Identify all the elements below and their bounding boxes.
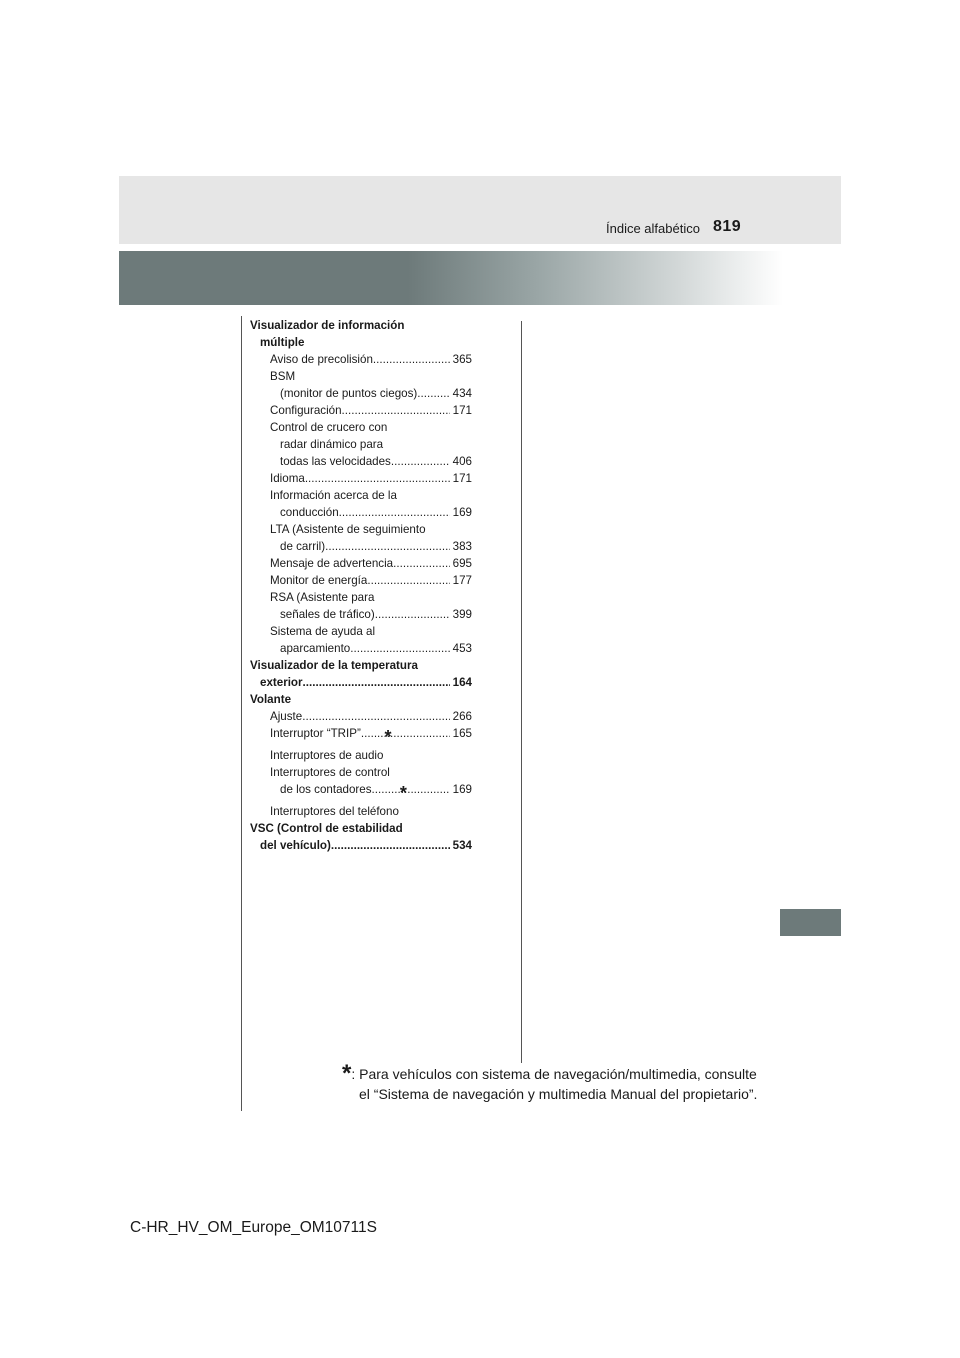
- index-page-number: 171: [452, 404, 472, 417]
- index-page-number: 165: [452, 727, 472, 740]
- index-entry: [250, 691, 472, 708]
- index-entry: [250, 504, 472, 521]
- leader-dots: [303, 674, 450, 691]
- leader-dots: [391, 453, 450, 470]
- index-page-number: 177: [452, 574, 472, 587]
- leader-dots: [331, 837, 450, 854]
- index-entry: [250, 674, 472, 691]
- index-entry-text: BSM: [270, 370, 296, 383]
- index-page-number: 169: [452, 783, 472, 796]
- index-entry-text: todas las velocidades: [280, 455, 391, 468]
- index-entry: [250, 623, 472, 640]
- index-entry-text: de los contadores: [280, 783, 372, 796]
- index-entry: [250, 351, 472, 368]
- index-entry-text: Aviso de precolisión: [270, 353, 373, 366]
- column-rule-middle: [521, 321, 522, 1063]
- index-entry-text: (monitor de puntos ciegos): [280, 387, 418, 400]
- asterisk-mark: *: [384, 727, 392, 747]
- index-entry: [250, 453, 472, 470]
- index-entry: [250, 781, 472, 798]
- index-entry-text: Información acerca de la: [270, 489, 397, 502]
- footnote-asterisk: *: [342, 1060, 352, 1087]
- index-page-number: 434: [452, 387, 472, 400]
- index-entry-text: Interruptor “TRIP”: [270, 727, 361, 740]
- index-entry: [250, 419, 472, 436]
- leader-dots: [417, 385, 449, 402]
- leader-dots: [302, 708, 449, 725]
- index-entry: [250, 385, 472, 402]
- header-gradient-bar: [119, 251, 841, 305]
- index-entry: [250, 317, 472, 334]
- index-entry-text: Control de crucero con: [270, 421, 388, 434]
- leader-dots: [350, 640, 449, 657]
- index-entry: [250, 538, 472, 555]
- index-entry-text: RSA (Asistente para: [270, 591, 375, 604]
- index-entry: [250, 725, 472, 742]
- index-page-number: 399: [452, 608, 472, 621]
- leader-dots: [325, 538, 450, 555]
- footnote-line-1: *: Para vehículos con sistema de navegación/multimedia, consulte: [342, 1060, 757, 1087]
- index-entry-text: Volante: [250, 693, 292, 706]
- index-entry-text: Mensaje de advertencia: [270, 557, 394, 570]
- index-entry-text: Interruptores de audio: [270, 749, 384, 762]
- index-entry-text: LTA (Asistente de seguimiento: [270, 523, 426, 536]
- index-column: [250, 317, 472, 854]
- leader-dots: [361, 725, 450, 742]
- index-entry: [250, 820, 472, 837]
- leader-dots: [367, 572, 449, 589]
- index-entry-text: Ajuste: [270, 710, 303, 723]
- index-entry: [250, 657, 472, 674]
- index-entry: [250, 487, 472, 504]
- index-entry: [250, 837, 472, 854]
- index-page-number: 171: [452, 472, 472, 485]
- index-entry: [250, 521, 472, 538]
- index-entry-text: del vehículo): [260, 839, 331, 852]
- index-page-number: 164: [452, 676, 472, 689]
- index-entry-text: Sistema de ayuda al: [270, 625, 376, 638]
- index-entry: [250, 572, 472, 589]
- index-entry-text: exterior: [260, 676, 303, 689]
- leader-dots: [393, 555, 450, 572]
- leader-dots: [373, 351, 450, 368]
- section-thumb-tab: [780, 909, 841, 936]
- index-page-number: 534: [452, 839, 472, 852]
- index-entry-text: Monitor de energía: [270, 574, 368, 587]
- index-entry-text: VSC (Control de estabilidad: [250, 822, 403, 835]
- index-page-number: 365: [452, 353, 472, 366]
- index-entry: [250, 470, 472, 487]
- index-entry-text: Idioma: [270, 472, 305, 485]
- index-entry: [250, 402, 472, 419]
- leader-dots: [339, 504, 450, 521]
- index-entry-text: conducción: [280, 506, 339, 519]
- index-entry-text: múltiple: [260, 336, 305, 349]
- index-entry-text: Interruptores del teléfono: [270, 805, 399, 818]
- index-entry: [250, 589, 472, 606]
- index-entry: [250, 606, 472, 623]
- index-entry: [250, 334, 472, 351]
- index-entry-text: aparcamiento: [280, 642, 351, 655]
- section-title: Índice alfabético: [606, 221, 700, 236]
- index-entry: [250, 555, 472, 572]
- footnote-line-2: el “Sistema de navegación y multimedia Manual del propietario”.: [359, 1086, 758, 1102]
- index-page-number: 406: [452, 455, 472, 468]
- asterisk-mark: *: [399, 783, 407, 803]
- leader-dots: [305, 470, 450, 487]
- index-page-number: 383: [452, 540, 472, 553]
- index-entry: [250, 436, 472, 453]
- document-code: C-HR_HV_OM_Europe_OM10711S: [130, 1219, 377, 1236]
- leader-dots: [375, 606, 450, 623]
- index-entry: [250, 640, 472, 657]
- index-entry: [250, 708, 472, 725]
- index-entry-text: de carril): [280, 540, 326, 553]
- index-page-number: 266: [452, 710, 472, 723]
- index-page-number: 453: [452, 642, 472, 655]
- index-entry-text: Visualizador de información: [250, 319, 405, 332]
- leader-dots: [342, 402, 450, 419]
- index-entry: [250, 368, 472, 385]
- footnote: [342, 1060, 762, 1104]
- index-entry-text: Interruptores de control: [270, 766, 390, 779]
- page-number: 819: [713, 218, 742, 235]
- column-rule-left: [241, 316, 242, 1111]
- leader-dots: [372, 781, 450, 798]
- index-entry-text: señales de tráfico): [280, 608, 375, 621]
- index-entry-text: Configuración: [270, 404, 342, 417]
- index-entry: [250, 764, 472, 781]
- index-entry-text: Visualizador de la temperatura: [250, 659, 418, 672]
- index-page-number: 695: [452, 557, 472, 570]
- index-page-number: 169: [452, 506, 472, 519]
- index-entry-text: radar dinámico para: [280, 438, 384, 451]
